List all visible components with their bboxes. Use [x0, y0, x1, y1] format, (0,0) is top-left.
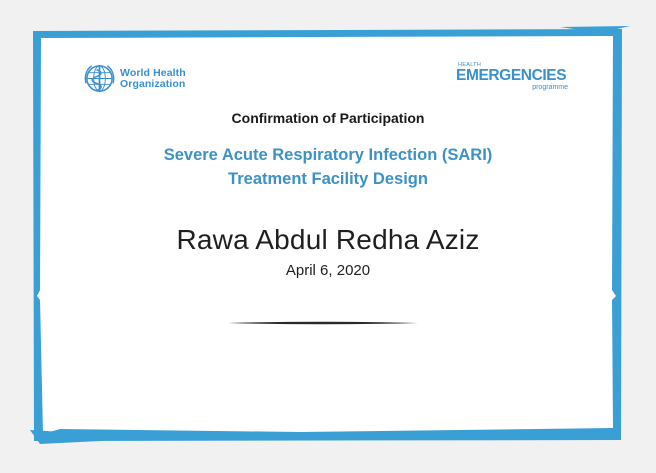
- course-title-line2: Treatment Facility Design: [228, 170, 428, 188]
- he-logo-title: EMERGENCIES: [456, 67, 567, 84]
- health-emergencies-logo: [456, 62, 568, 94]
- certificate-heading: Confirmation of Participation: [231, 110, 425, 126]
- course-title: [0, 143, 656, 191]
- who-logo: [83, 62, 186, 95]
- he-logo-sub: programme: [532, 84, 568, 91]
- who-emblem-icon: [83, 62, 116, 95]
- who-name-line1: World Health: [120, 66, 186, 79]
- he-logo-small: HEALTH: [458, 62, 482, 68]
- certificate-date: April 6, 2020: [285, 262, 371, 279]
- participant-name: Rawa Abdul Redha Aziz: [176, 224, 480, 255]
- who-name-line2: Organization: [120, 77, 186, 90]
- signature-line: [228, 321, 418, 325]
- course-title-line1: Severe Acute Respiratory Infection (SARI): [163, 146, 493, 164]
